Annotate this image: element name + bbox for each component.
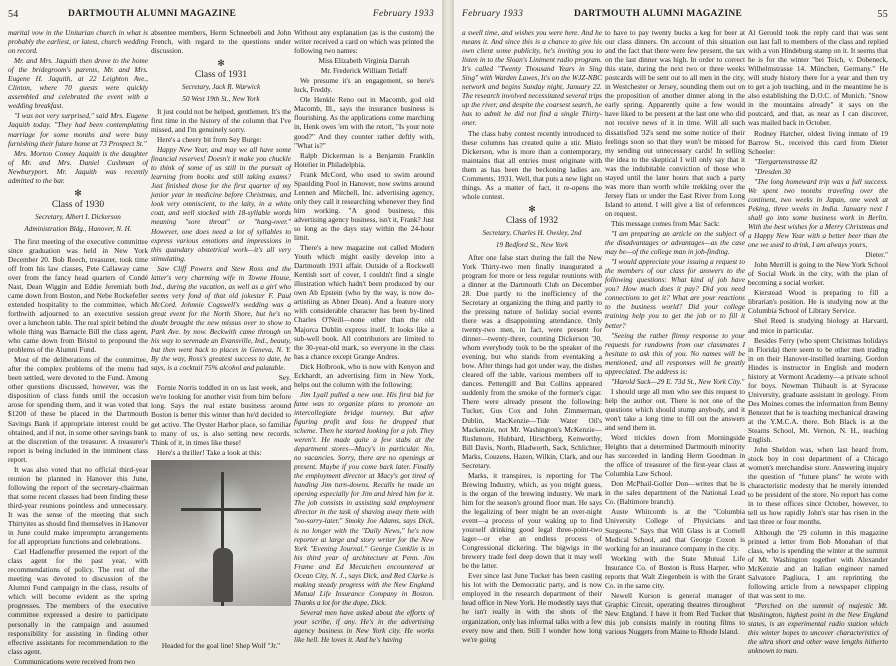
paragraph: Al Gerould took the reply card that was sent out last fall to members of the class and replied with a von Hindeburg stamp on it. It seems that he is for the winter "bei Teich, v. Dobeneck, Wilhelmstrasse 14. München, Germany." He will study history there for a year and then try to get a job teaching, and in the meantime he is also establishing the D.O.C. of Munich. "Snow in the mountains already" it says on the postcard, and that, as near as I can discover, was mailed back in October. — [748, 28, 888, 128]
paragraph: Working with the State Mutual Life Insurance Co. of Boston is Russ Harper, who reports that Walt Ziegenbein is with the Grant Co. in the same city. — [605, 553, 745, 590]
paragraph: After one false start during the fall the New York Thirty-two men finally inaugurated a program for more or less regular reunions with a dinner at the Dartmouth Club on December 28. Due partly to the inefficiency of the Secretary at organizing the thing and partly to the pressing nature of holiday social events there was a disappointing attendance. Only twenty-two men, in fact, were present for dinner—twenty-three, counting Dickerson '30, whom everybody took to be the speaker of the evening, but who stands from eventaking a bow. After things had got under way, the dishes cleared off the table, various members off to dances. Pettengill and But Collins appeared suddenly from the smoke of the former's cigar. There were already present the following: Tucker, Gus Cox and John Zimmerman, Dublin, MacKenzie—Tide Water Oil's Mackenzie, not Mr. Washington's McKenzie—Rushmore, Hubbard, Hirschberg, Kenworthy, Bill Davis, North, Bladworth, Sack, Schlichter, Marks, Couzens, Hazen, Wilkin, Clark, and our Secretary. — [462, 252, 602, 470]
issue-date-right: February 1933 — [462, 9, 524, 19]
paragraph: There's a new magazine out called Modern Youth which might easily develop into a Dartmouth 1931 affair. Outside of a Rockwell Kentish sort of cover, I couldn't find a single illustration which hadn't been produced by our own Ab Epstein (who by the way, is now do-artistiing as Abner Dean). And a feature story with considerable character has been by-lined Charles O'Neill—none other than the old Majorca Dublin express itself. It looks like a sub-well book. All contributors are limited to the 30-year-old mark, so everyone in the class has a chance except Grange Andres. — [294, 243, 434, 361]
paragraph: John Sheldon was, when last heard from, stock boy in cost department of a Chicago women's merchandise store. Answering inquiry the question of "future plans" he wrote with characteristic modesty that he merely intended to be president of the store. No report has come in to these offices since October, however, to tell us how rapidly John's star has risen in the last three or four months. — [748, 445, 888, 527]
signature: Sey. — [278, 373, 291, 383]
paragraph: Jim Lyall pulled a new one. His first bid for fame was to organize plans to promote an intercollegiate bridge tourney. But after figuring profit and loss he dropped that scheme. Then he started looking for a job. They weren't. He made quite a few stabs at the department stores—Macy's in particular. No, no vacancies. Sorry, there are no openings at present. Maybe if you come back later. Finally the employment director at Macy's got tired of handing Jim turn-downs. Recalls he made an opening especially for Jim and hired him for it. The job consists in assisting said employment director in the task of shaving away them with "no-sorry-later." Smoky Joe Adams, says Dick, is no longer with the "Daily News," he's now reporter at large and story writer for the New York "Evening Journal." George Conklin is in his third year of architecture at Penn. Jim Frame and Ed Mecutchen encountered at Ocean City, N. J., says Dick, and Red Clarke is making steady progress with the New England Mutual Life Insurance Company in Boston. Thanks a lot for the dope, Dick. — [294, 389, 434, 607]
magazine-title-left: DARTMOUTH ALUMNI MAGAZINE — [68, 9, 237, 19]
signature: Dieter." — [865, 250, 888, 260]
photo-caption: Headed for the goal line! Shep Wolf "Jr." — [161, 641, 281, 650]
section-ornament: ✻ — [528, 203, 536, 214]
paragraph: The class baby contest recently introduced to these columns has created quite a stir. Misto Dickerson, who is more than a contemporary, maintains that all entries must originate with them as has been the beckoning ladies are. Comments, 1931. Well, that puts a new light on things. As a matter of fact, it re-opens the whole contest. — [462, 128, 602, 201]
paragraph: Newell Kurson is general manager of Graphic Circuit, operating theatres throughout New England. I have it from Red Tucker that this job consists mainly in routing films to various Nuggets from Maine to Rhode Island. — [605, 590, 745, 637]
football-photo — [151, 460, 291, 640]
paragraph: Word trickles down from Morningside Heights that a determined Dartmouth minority has succeeded in landing Herm Goodman in the office of treasurer of the first-year class at Columbia Law School. — [605, 433, 745, 479]
paragraph: Communications were received from two — [14, 656, 136, 666]
paragraph: Frank McCord, who used to swim around Spaulding Pool in Hanover, now swims around Lennen and Mitchell, Inc. advertising agency, only they call it researching whenever they find him working. "A good business, this advertising agency business, isn't it, Frank? Just so long as the days stay within the 24-hour limit. — [294, 169, 434, 243]
paragraph: Saw Cliff Powers and Stew Ross and the latter's very charming wife in Towne House, Ind., during the vacation, as well as a girl who seems very fond of that old jokester F. Paul McCord. Johnnie Cogswell's wedding was a great event for the North Shore, but he's no doubt brought the new missus over to show to Park Ave. by now. Beckwith came through on his way to serenade an Evansville, Ind., beauty, but then went back to places in Geneva, N. Y. By the way, Ross's greatest success to date, he says, is a cocktail 75% alcohol and palatable. — [151, 263, 291, 373]
announced-name: Mr. Frederick William Tetlaff — [320, 66, 408, 76]
left-page — [0, 0, 442, 666]
player-figure-shape — [213, 548, 233, 602]
section-ornament: ✻ — [74, 187, 82, 198]
field-ground-shape — [151, 606, 291, 640]
right-column-2 — [605, 28, 745, 637]
paragraph: "Seeing the rather flimsy response to your requests for rundowns from our classmates I hesitate to ask this of you. No names will be mentioned, and all responses will be greatly appreciated. The address is: — [605, 330, 745, 376]
binding-gutter — [442, 0, 454, 600]
paragraph: Happy New Year, and may we all have some financial reserves! Doesn't it make you chuckle to think of some of us still in the pursuit of learning from books and still taking exams? Just finished those for the first quarter of my junior year in medicine before Christmas, and look very omniscient, to the laity, in a white coat, and well stocked with 18-syllable words meaning "sore throat" or "hang-over." However, one does need a lot of syllables to express various emotions and impressions in this quandary obstetrical work—it's all very stimulating. — [151, 145, 291, 263]
right-column-1 — [462, 28, 602, 644]
paragraph: Mr. and Mrs. Jaquith then drove to the home of the bridegroom's parents, Mr. and Mrs. Eugene H. Jaquith, at 22 Leighton Ave., Clinton, where 70 guests were quickly assembled and celebrated the event with a wedding breakfast. — [8, 56, 148, 111]
paragraph: "I would appreciate your issuing a request to the members of our class for answers to the following questions: What kind of job have you? How much does it pay? Did you need connections to get it? What are your reactions to the business world? Did your college training help you to get the job or to fill it better? — [605, 257, 745, 330]
paragraph: Don McPhail-Goller Don—writes that he is in the sales department of the National Lead Co. (Baltimore branch). — [605, 479, 745, 507]
paragraph: absentee members, Herm Schneebeli and John French, with regard to the questions under discussion. — [151, 28, 291, 56]
running-head-right — [462, 9, 888, 23]
paragraph: to have to pay twenty bucks a keg for beer at our class dinners. On account of this situation and the fact that there were few present, the tax on the last dinner was high. In order to correct this state, during the next two or three weeks postcards will be sent out to all men in the city, in Westchester or Jersey, sounding them out on the proposition of another dinner along in the early spring. Apparently quite a few would have liked to be present at the last one who did not receive news of it in time. Will all such dissatisfied '32's send me some notice of their feelings soon so that they won't be missed for my sending out unnecessary cards! In selling the idea to the skeptical I will only say that it was the indubitable conviction of those who stayed until the later hours that such a party was more than worth while trekking over the Jersey flats or under the East River from Long Island to attend. I will give a list of references on request. — [605, 28, 745, 218]
right-page — [454, 0, 896, 656]
paragraph: Carl Hadfeneffer presented the report of the class agent for the past year, with recommendations of policy. The rest of the meeting was devoted to discussion of the Alumni Fund campaign in the class, results of which will become evident as the spring progresses. The members of the executive committee expressed a desire to participate personally in the campaign and assumed responsibility for assisting in finding other effective assistants for recommendation to the class agent. — [8, 547, 148, 656]
secretary-line: Secretary, Charles H. Owsley, 2nd — [482, 228, 582, 237]
paragraph: Marks, it transpires, is reporting for The Brewing Industry, which, as you might guess, is the organ of the brewing industry. We mark him for the season's ground floor man. He says the legalizing of beer might be an over-night event—a process of your waking up to find yourself drinking good legal three-point-two lager—or else an endless process of Congressional dickering. The bigwigs in the brewery trade feel deep down that it may well be the latter. — [462, 470, 602, 571]
paragraph: It was also voted that no official third-year reunion be planned in Hanover this June, following the report of the secretary-chairman that some recent classes had been finding these third-year reunions pointless and unnecessary. It was the sense of the meeting that such Thirtyites as should find themselves in Hanover in June could make impromptu arrangements for all appropriate functions and celebrations. — [8, 464, 148, 547]
paragraph: "Perched on the summit of majestic Mt. Washington, highest point in the New England states, is an experimental radio station which this winter hopes to uncover characteristics of the ultra short and other wave lengths hitherto unknown to man. — [748, 600, 888, 656]
paragraph: Shel Reed is studying biology at Harvard, and mice in particular. — [748, 316, 888, 335]
secretary-address: 19 Bedford St., New York — [495, 240, 569, 249]
secretary-address: Administration Bldg., Hanover, N. H. — [24, 224, 132, 233]
class-heading-1930: Class of 1930 — [51, 199, 105, 210]
right-column-3 — [748, 28, 888, 656]
paragraph: Here's a cheery bit from Sey Burge: — [157, 135, 262, 145]
paragraph: Kierstead Wood is preparing to fill a librarian's position. He is studying now at the Columbia School of Library Service. — [748, 288, 888, 316]
left-column-3 — [294, 28, 434, 645]
paragraph: "I was not very surprised," said Mrs. Eugene Jaquith today. "They had been contemplating marriage for some months and were busy furnishing their future home at 73 Prospect St." — [8, 111, 148, 148]
paragraph: Here's a thriller! Take a look at this: — [157, 447, 262, 457]
paragraph: Several men have asked about the efforts of your scribe, if any. He's in the advertising agency business in New York city. He works like hell. He loves it. And he's having — [294, 607, 434, 645]
paragraph: "The long homeward trip was a full success. We spent two months traveling over the continent, two weeks in Japan, one week at Peking, three weeks in India. January next I shall go into some business work in Berlin. With the best wishes for a Merry Christmas and a Happy New Year with a better beer than the one we used to drink, I am always yours, — [748, 176, 888, 250]
page-number-right: 55 — [877, 9, 888, 20]
paragraph: Although the '29 column in this magazine printed a letter from Bob Monahan of that class, who is spending the winter at the summit of Mt. Washington together with Alexander McKenzie and an Italian engineer named Salvatore Pagliuca, I am reprinting the following article from a newspaper clipping that was sent to me. — [748, 527, 888, 600]
paragraph: Besides Ferry (who spent Christmas holidays in Florida) there seem to be other men trading in on their Hanover-instilled learning. Gordon Hindes is instructor in English and modern history at Vermont Academy—a private school for boys. Newman Thibault is at Syracuse University, graduate assistant in geology. From Des Moines comes the information from Benny Benezet that he is teaching mechanical drawing at the Y.M.C.A. there. Bob Black is at the Stearns School, Mt. Vernon, N. H., teaching English. — [748, 335, 888, 445]
paragraph: a swell time, and wishes you were here. And he means it. And since this is a chance to give his own client some publicity, he's inviting you to listen in to the Sloan's Liniment radio program. It's called "Twenty Thousand Years in Sing Sing" with Warden Lawes, It's on the WJZ-NBC network and begins Sunday night, January 22. The research involved necessitated several trips up the river, and despite the coarsest search, he has to admit he did not find a single Thirty-oner. — [462, 28, 602, 128]
paragraph: John Merrill is going to the New York School of Social Work in the city, with the plan of becoming a social worker. — [748, 260, 888, 288]
paragraph: We presume it's an engagement, so here's luck, Freddy. — [294, 76, 434, 95]
section-ornament: ✻ — [217, 58, 225, 69]
paragraph: "Dresden 30 — [754, 166, 791, 176]
paragraph: It just could not be helped, gentlemen. It's the first time in the history of the column that I've missed, and I'm genuinely sorry. — [151, 106, 291, 134]
paragraph: Rodney Hatcher, oldest living inmate of 19 Barrow St., received this card from Dieter Scheeler: — [748, 128, 888, 156]
paragraph: Ole Henkle Reno out in Macomb, god old Macomb, Ill., says the insurance business is flourishing. As the applications come marching in, Henk owes 'em with the retort, "Is your note good?" And they counter rather deftly with, "What is?" — [294, 95, 434, 150]
announced-name: Miss Elizabeth Virginia Darrah — [318, 56, 410, 66]
paragraph: Fornie Norris toddled in on us last week, and we're looking for another visit from him before long. Says the real estate business around Boston is better this winter than he'd decided to get active. The Oyster Harbor place, so familiar to many of us, is also setting new records. Think of it, in times like these! — [151, 383, 291, 447]
paragraph: This message comes from Mac Sack: — [611, 218, 720, 228]
left-column-2 — [151, 28, 291, 650]
secretary-line: Secretary, Jack R. Warwick — [181, 83, 261, 92]
paragraph: "Tiergartenstrasse 82 — [754, 156, 817, 166]
issue-date-left: February 1933 — [372, 9, 434, 19]
paragraph: "I am preparing an article on the subject of the disadvantages or advantages—as the case may be—of the college man in job-finding. — [605, 229, 745, 257]
class-heading-1931: Class of 1931 — [194, 70, 248, 81]
paragraph: I should urge all men who see this request to help the author out. There is not one of the questions which should stump anybody, and it won't take a long time to fill out the answers and send them in. — [605, 386, 745, 433]
running-head-left — [8, 9, 434, 23]
paragraph: "Harold Sack—29 E. 73d St., New York City." — [611, 376, 745, 386]
goal-crossbar-shape — [181, 508, 261, 511]
paragraph: The first meeting of the executive committee since graduation was held in New York December 20. Bob Reech, treasurer, took time off from his law classes, Pete Callaway came over from the fancy head quarters of Condé Nast, Dean Wiggin and Eddie Jeremiah both came down from Boston, and Nebe Rockefeller extended hospitality to the committee, which forthwith adjourned to an executive session over a luncheon table. The real spirit behind the whole thing was Barnacle Bill the class agent, who came down from Bristol to propound the problems of the Alumni Fund. — [8, 236, 148, 355]
class-heading-1932: Class of 1932 — [505, 216, 559, 227]
secretary-address: 50 West 19th St., New York — [182, 94, 260, 103]
left-column-1 — [8, 28, 148, 666]
paragraph: Mrs. Morton Comey Jaquith is the daughter of Mr. and Mrs. Daniel Cushman of Newburyport. Mr. Jaquith was recently admitted to the bar. — [8, 148, 148, 185]
paragraph: Dick Holbrook, who is now with Kenyon and Eckhardt, an advertising firm in New York, helps out the column with the following: — [294, 361, 434, 389]
paragraph: Ralph Dickerman is a Benjamin Franklin Hotelier in Philadelphia. — [294, 150, 434, 169]
paragraph: Auste Whitcomb is at the "Columbia University College of Physicians and Surgeons." Says that Will Glass is at Cornell Medical School, and that George Coxon is working for an insurance company in the city. — [605, 507, 745, 553]
paragraph: Ever since last June Tucker has been casting his lot with the Democratic party, and is now employed in the research department of their head office in New York. He modestly says that he isn't really in with the shots of the organization, only has informal talks with a few every now and then. Still I wonder how long we're going — [462, 571, 602, 644]
paragraph: Most of the deliberations of the committee, after the complex problems of the menu had been settled, were devoted to the Fund. Among other questions discussed, however, was the disposition of class funds until the occasion arose for spending them, and it was voted that $1200 of these be placed in the Dartmouth Savings Bank if appropriate interest could be obtained, and if not, in some other savings bank at the discretion of the treasurer. A treasurer's report is being included in the imminent class report. — [8, 355, 148, 464]
secretary-line: Secretary, Albert I. Dickerson — [35, 212, 121, 221]
page-number-left: 54 — [8, 9, 19, 20]
paragraph: marital vow in the Unitarian church in what is probably the earliest, or latest, church wedding on record. — [8, 28, 148, 56]
magazine-title-right: DARTMOUTH ALUMNI MAGAZINE — [574, 9, 743, 19]
paragraph: Without any explanation (as is the custom) the writer received a card on which was printed the following two names: — [294, 28, 434, 56]
